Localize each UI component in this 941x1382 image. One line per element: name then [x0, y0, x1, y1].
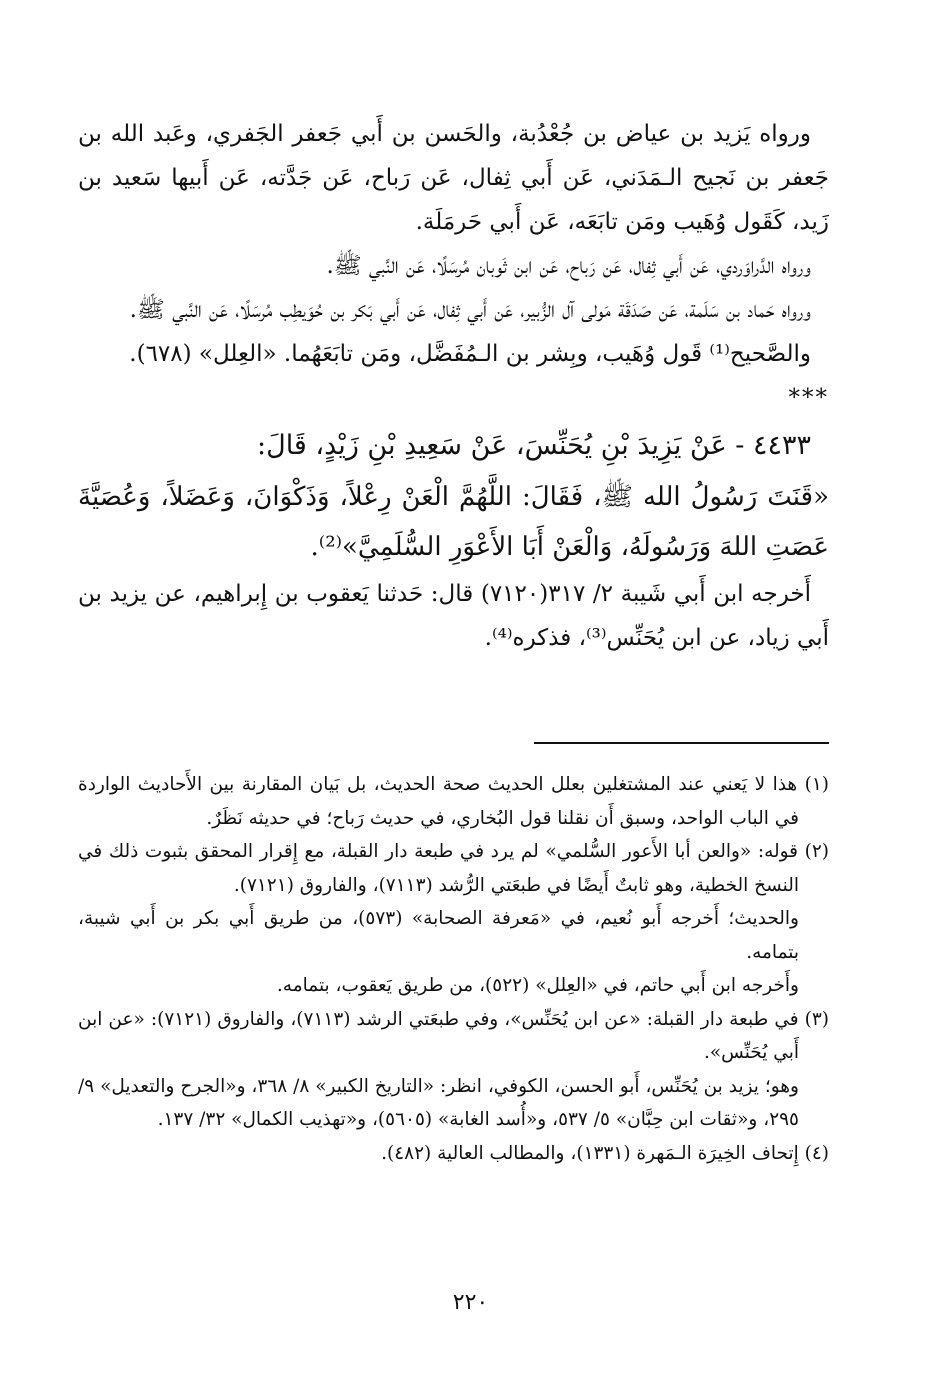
footnote-4: (٤) إِتحاف الخِيرَة الـمَهرة (١٣٣١)، والمطالب العالية (٤٨٢).: [381, 1142, 829, 1164]
paragraph-conclusion: والصَّحيح⁽¹⁾ قَول وُهَيب، وبِشر بن الـمُفَضَّل، ومَن تابَعَهُما. «العِلل» (٦٧٨).: [129, 341, 811, 367]
main-text: [78, 112, 829, 660]
hadith-text: «قَنَتَ رَسُولُ الله ﷺ، فَقَالَ: اللَّهُمَّ الْعَنْ رِعْلاً، وَذَكْوَانَ، وَعَضَلاً، وَعُصَيَّةَ عَصَتِ اللهَ وَرَسُولَهُ، وَالْعَنْ أَبَا الأَعْوَرِ السُّلَمِيَّ»⁽²⁾.: [78, 482, 829, 562]
footnote-3: (٣) في طبعة دار القبلة: «عن ابن يُحَنِّس»، وفي طبعَتي الرشد (٧١١٣)، والفاروق (٧١٢١): «عن ابن أَبي يُحَنِّس».: [78, 1008, 829, 1063]
paragraph-narration-1: ورواه يَزيد بن عياض بن جُعْدُبة، والحَسن بن أَبي جَعفر الجَفري، وعَبد الله بن جَعفر بن نَجيح الـمَدَني، عَن أَبي ثِفال، عَن رَباح، عَن جَدَّته، عَن أَبيها سَعيد بن زَيد، كَقَول وُهَيب ومَن تابَعَه، عَن أَبي حَرمَلَة.: [78, 121, 829, 235]
takhrij-paragraph: أَخرجه ابن أَبي شَيبة ٢/ ٣١٧(٧١٢٠) قال: حَدثنا يَعقوب بن إِبراهيم، عن يزيد بن أَبي زياد، عن ابن يُحَنِّس⁽³⁾، فذكره⁽⁴⁾.: [78, 581, 829, 651]
section-separator-stars: ***: [788, 385, 829, 411]
footnote-2-continuation-b: وأَخرجه ابن أَبي حاتم، في «العِلل» (٥٢٢)، من طريق يَعقوب، بتمامه.: [276, 975, 799, 996]
footnote-1: (١) هذا لا يَعني عند المشتغلين بعلل الحديث صحة الحديث، بل بَيان المقارنة بين الأَحاديث الواردة في الباب الواحد، وسبق أَن نقلنا قول البُخاري، في حديث رَباح؛ في حديثه نَظَرٌ.: [78, 774, 829, 829]
hadith-heading: ٤٤٣٣ - عَنْ يَزِيدَ بْنِ يُحَنِّسَ، عَنْ سَعِيدِ بْنِ زَيْدٍ، قَالَ:: [256, 430, 811, 461]
footnote-3-continuation: وهو؛ يزيد بن يُحَنِّس، أَبو الحسن، الكوفي، انظر: «التاريخ الكبير» ٨/ ٣٦٨، و«الجرح والتعديل» ٩/ ٢٩٥، و«ثقات ابن حِبَّان» ٥/ ٥٣٧، و«أُسد الغابة» (٥٦٠٥)، و«تهذيب الكمال» ٣٢/ ١٣٧.: [78, 1075, 799, 1130]
footnote-separator: [534, 742, 829, 744]
paragraph-narration-3: ورواه حَماد بن سَلَمة، عَن صَدَقَة مَولى آل الزُّبير، عَن أَبي ثِفال، عَن أَبي بَكر بن حُوَيطِب مُرسَلًا، عَن النَّبي ﷺ.: [129, 297, 811, 323]
footnote-2-continuation-a: والحديث؛ أَخرجه أَبو نُعيم، في «مَعرفة الصحابة» (٥٧٣)، من طريق أَبي بكر بن أَبي شيبة، بتمامه.: [78, 908, 799, 963]
paragraph-narration-2: ورواه الدَّراوَردي، عَن أَبي ثِفال، عَن رَباح، عَن ابن ثَوبان مُرسَلًا، عَن النَّبي ﷺ.: [326, 253, 811, 279]
footnotes: [78, 768, 829, 1170]
page-number: ٢٢٠: [452, 1290, 489, 1315]
footnote-2: (٢) قوله: «والعن أبا الأَعور السُّلمي» لم يرد في طبعة دار القبلة، مع إِقرار المحقق بثبوت ذلك في النسخ الخطية، وهو ثابتٌ أَيضًا في طبعَتي الرُّشد (٧١١٣)، والفاروق (٧١٢١).: [78, 841, 829, 896]
